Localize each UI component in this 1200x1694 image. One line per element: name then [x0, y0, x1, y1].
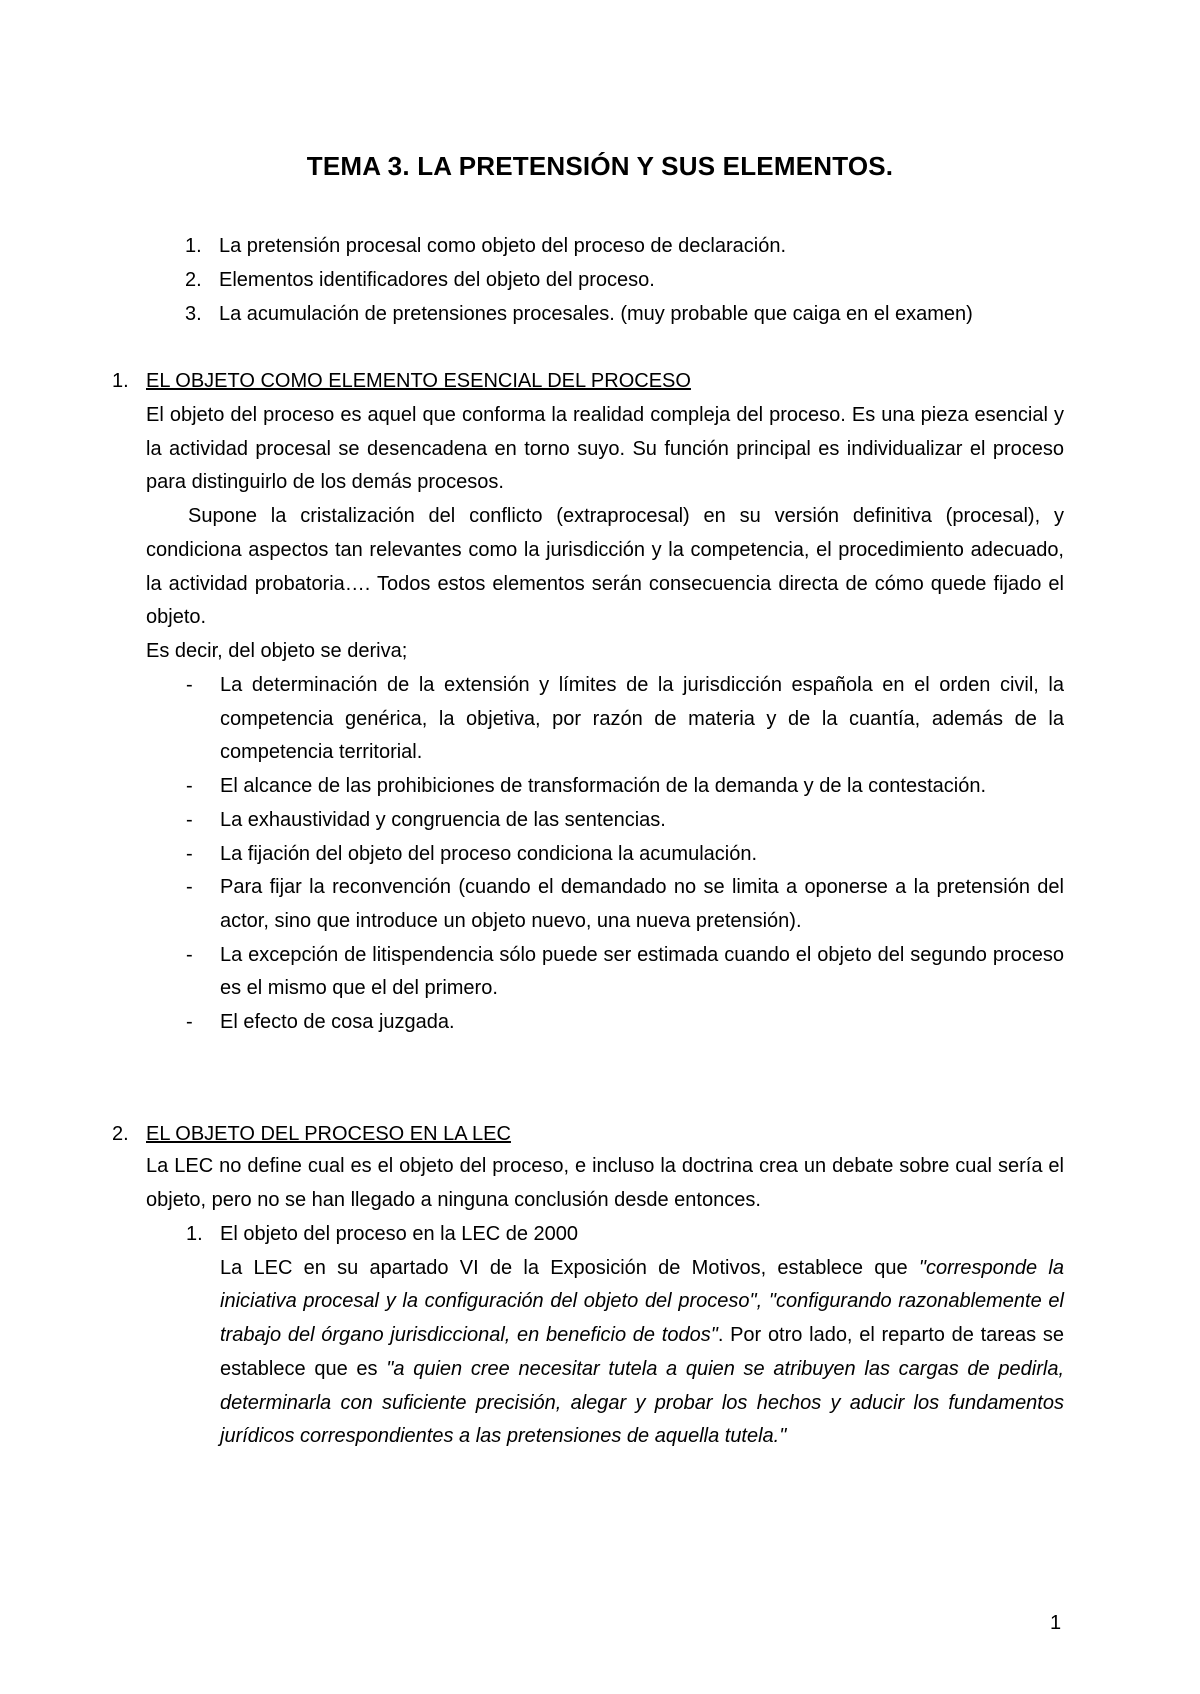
subsection-heading: El objeto del proceso en la LEC de 2000 — [220, 1223, 579, 1245]
bullet-dash: - — [186, 775, 193, 798]
page-number: 1 — [1050, 1612, 1062, 1634]
list-item-text: El alcance de las prohibiciones de transformación de la demanda y de la contestación. — [220, 775, 987, 798]
toc-item — [185, 297, 1085, 331]
toc-item-text: Elementos identificadores del objeto del proceso. — [219, 269, 655, 291]
text-run: . Por otro lado, el reparto de tareas se establece que es — [220, 1324, 1065, 1380]
list-item-text: La excepción de litispendencia sólo puede ser estimada cuando el objeto del segundo proceso es el mismo que el del primero. — [220, 943, 1064, 1000]
list-item-text: La exhaustividad y congruencia de las sentencias. — [220, 808, 666, 831]
list-item-text: La fijación del objeto del proceso condiciona la acumulación. — [220, 842, 758, 865]
list-item-text: El efecto de cosa juzgada. — [220, 1011, 455, 1034]
list-item-text: La determinación de la extensión y límites de la jurisdicción española en el orden civil, la competencia genérica, la objetiva, por razón de materia y de la cuantía, además de la competencia territorial. — [220, 674, 1064, 764]
paragraph — [186, 1252, 1064, 1454]
toc-item — [185, 263, 1085, 297]
text-run: La LEC en su apartado VI de la Exposición de Motivos, establece que — [220, 1256, 919, 1279]
paragraph: El objeto del proceso es aquel que conforma la realidad compleja del proceso. Es una pieza esencial y la actividad procesal se desencadena en torno suyo. Su función principal es individualizar el proceso para distinguirlo de los demás procesos. — [146, 404, 1064, 494]
toc-item-text: La acumulación de pretensiones procesales. (muy probable que caiga en el examen) — [219, 303, 973, 325]
bullet-dash: - — [186, 943, 193, 966]
list-item — [186, 1006, 1064, 1040]
toc-item-number: 1. — [185, 235, 202, 257]
bullet-dash: - — [186, 808, 193, 831]
paragraph: Supone la cristalización del conflicto (extraprocesal) en su versión definitiva (procesal), y condiciona aspectos tan relevantes como la jurisdicción y la competencia, el procedimiento adecuado, la actividad probatoria…. Todos estos elementos serán consecuencia directa de cómo quede fijado el objeto. — [146, 505, 1064, 629]
toc-item — [185, 229, 1085, 263]
list-item — [186, 804, 1064, 838]
section-1-header — [112, 365, 1092, 398]
quote: "a quien cree necesitar tutela a quien se atribuyen las cargas de pedirla, determinarla con suficiente precisión, alegar y probar los hechos y aducir los fundamentos jurídicos correspondientes a las pretensiones de aquella tutela." — [220, 1357, 1064, 1448]
list-item-text: Para fijar la reconvención (cuando el demandado no se limita a oponerse a la pretensión del actor, sino que introduce un objeto nuevo, una nueva pretensión). — [220, 876, 1064, 932]
bullet-dash: - — [186, 876, 193, 899]
section-1-body — [146, 399, 1064, 669]
toc-item-text: La pretensión procesal como objeto del proceso de declaración. — [219, 235, 787, 257]
paragraph: La LEC no define cual es el objeto del proceso, e incluso la doctrina crea un debate sobre cual sería el objeto, pero no se han llegado a ninguna conclusión desde entonces. — [146, 1155, 1064, 1211]
section-number: 1. — [112, 370, 129, 392]
bullet-dash: - — [186, 1011, 193, 1034]
section-heading: EL OBJETO COMO ELEMENTO ESENCIAL DEL PROCESO — [146, 370, 691, 392]
quote: "corresponde la iniciativa procesal y la configuración del objeto del proceso", "configurando razonablemente el trabajo del órgano jurisdiccional, en beneficio de todos" — [220, 1256, 1064, 1347]
list-item — [186, 770, 1064, 804]
list-item — [186, 838, 1064, 872]
list-item — [186, 669, 1064, 770]
subsection — [186, 1218, 1064, 1454]
section-number: 2. — [112, 1123, 129, 1145]
document-title: TEMA 3. LA PRETENSIÓN Y SUS ELEMENTOS. — [306, 151, 894, 181]
section-heading: EL OBJETO DEL PROCESO EN LA LEC — [146, 1123, 511, 1145]
bullet-list — [186, 669, 1064, 1040]
table-of-contents — [185, 229, 1085, 331]
list-item — [186, 939, 1064, 1006]
section-2-header — [112, 1118, 1092, 1151]
subsection-number: 1. — [186, 1223, 203, 1245]
list-item — [186, 871, 1064, 938]
toc-item-number: 2. — [185, 269, 202, 291]
bullet-dash: - — [186, 842, 193, 865]
subsection-header — [186, 1218, 1064, 1252]
paragraph: Es decir, del objeto se deriva; — [146, 639, 408, 662]
section-2-body — [146, 1150, 1064, 1217]
toc-item-number: 3. — [185, 303, 202, 325]
bullet-dash: - — [186, 674, 193, 696]
